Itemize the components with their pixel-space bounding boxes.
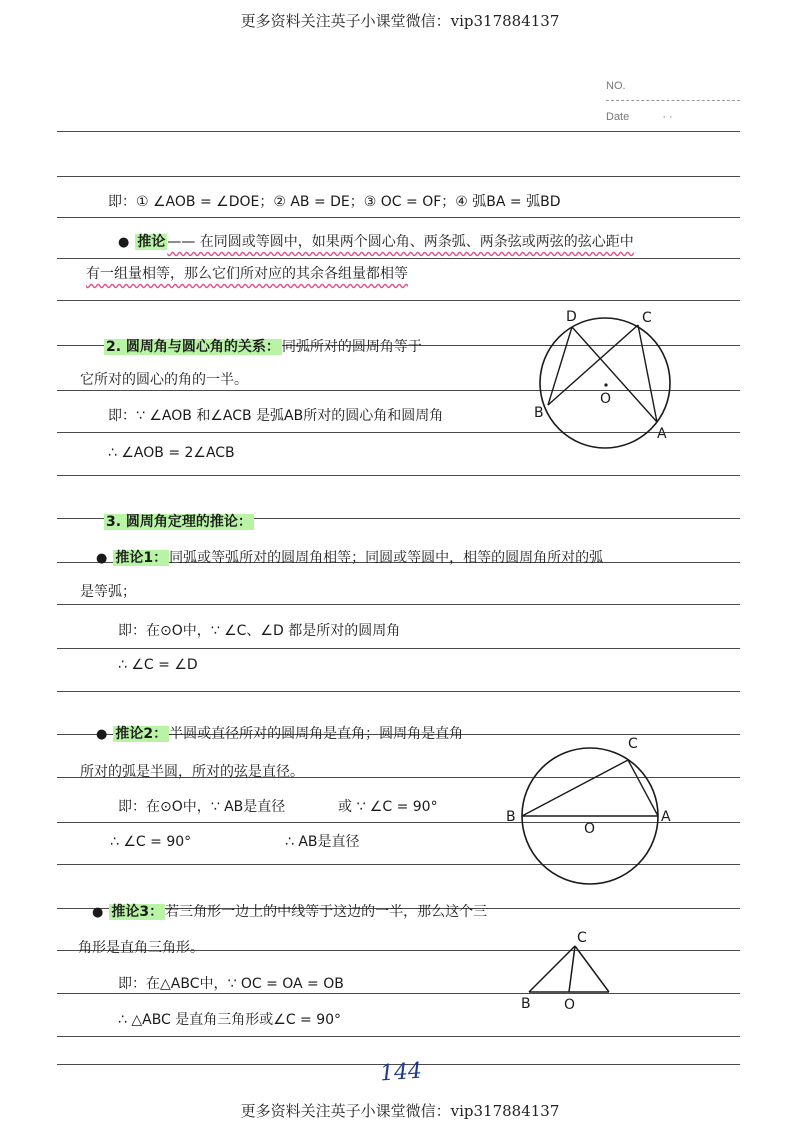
corollary-2-conclusion-b: ∴ AB是直径 [285, 834, 360, 850]
ruled-line [57, 300, 740, 301]
label-C: C [577, 930, 587, 946]
bullet-icon: ● [96, 727, 108, 742]
corollary-continuation: 有一组量相等，那么它们所对应的其余各组量都相等 [86, 266, 408, 282]
date-label: Date · · [606, 111, 673, 123]
label-B: B [506, 809, 516, 825]
label-C: C [628, 736, 638, 752]
section-3-heading: 3. 圆周角定理的推论： [106, 514, 252, 530]
chord-BC [522, 760, 628, 816]
label-B: B [534, 405, 544, 421]
chord-CB [548, 325, 638, 405]
ruled-line [57, 217, 740, 218]
ruled-line [57, 1036, 740, 1037]
median-CO [569, 946, 575, 992]
triangle-figure [515, 928, 625, 1013]
label-O: O [584, 821, 596, 837]
chord-DB [548, 327, 572, 405]
no-label: NO. [606, 80, 626, 92]
corollary-3-proof: 即：在△ABC中，∵ OC = OA = OB [118, 976, 344, 992]
section-2-proof: 即：∵ ∠AOB 和∠ACB 是弧AB所对的圆心角和圆周角 [108, 408, 444, 424]
corollary-2-proof-a: 即：在⊙O中，∵ AB是直径 [118, 799, 286, 815]
ruled-line [57, 604, 740, 605]
bullet-icon: ● [118, 235, 130, 250]
label-C: C [642, 310, 652, 326]
equality-list: 即：① ∠AOB = ∠DOE；② AB = DE；③ OC = OF；④ 弧BA = 弧BD [108, 194, 561, 210]
center-point [604, 383, 607, 386]
corollary-2-continuation: 所对的弧是半圆，所对的弦是直径。 [80, 764, 304, 780]
ruled-line [57, 648, 740, 649]
ruled-line [57, 258, 740, 259]
ruled-line [57, 475, 740, 476]
section-2-heading: 2. 圆周角与圆心角的关系： 同弧所对的圆周角等于 [106, 339, 422, 355]
label-D: D [566, 309, 577, 325]
corollary-3: ● 推论3： 若三角形一边上的中线等于这边的一半，那么这个三 [92, 904, 488, 920]
bullet-icon: ● [96, 551, 108, 566]
ruled-line [57, 691, 740, 692]
corollary-3-conclusion: ∴ △ABC 是直角三角形或∠C = 90° [118, 1012, 342, 1028]
circle-outline [540, 318, 670, 448]
circle-figure-2 [500, 732, 685, 897]
section-2-continuation: 它所对的圆心的角的一半。 [80, 372, 248, 388]
top-banner: 更多资料关注英子小课堂微信：vip317884137 [240, 12, 560, 30]
chord-DA [572, 327, 657, 422]
label-O: O [564, 997, 576, 1013]
circle-figure-1 [530, 305, 690, 465]
bullet-icon: ● [92, 905, 104, 920]
chord-CA [628, 760, 658, 816]
label-B: B [521, 996, 531, 1012]
corollary-3-continuation: 角形是直角三角形。 [78, 940, 204, 956]
label-A: A [661, 809, 671, 825]
corollary-2-proof-b: 或 ∵ ∠C = 90° [338, 799, 438, 815]
corollary-heading: ● 推论 —— 在同圆或等圆中，如果两个圆心角、两条弧、两条弦或两弦的弦心距中 [118, 234, 634, 250]
corollary-2-conclusion-a: ∴ ∠C = 90° [110, 834, 192, 850]
ruled-line [57, 176, 740, 177]
bottom-banner: 更多资料关注英子小课堂微信：vip317884137 [240, 1102, 560, 1120]
ruled-line [57, 131, 740, 132]
corollary-1-continuation: 是等弧； [80, 584, 136, 600]
label-A: A [657, 426, 667, 442]
no-underline [606, 100, 740, 101]
section-2-conclusion: ∴ ∠AOB = 2∠ACB [108, 445, 235, 461]
label-O: O [600, 391, 612, 407]
corollary-2: ● 推论2： 半圆或直径所对的圆周角是直角；圆周角是直角 [96, 726, 464, 742]
side-CA [575, 946, 609, 992]
corollary-1: ● 推论1： 同弧或等弧所对的圆周角相等；同圆或等圆中，相等的圆周角所对的弧 [96, 550, 604, 566]
corollary-1-conclusion: ∴ ∠C = ∠D [118, 657, 198, 673]
corollary-1-proof: 即：在⊙O中，∵ ∠C、∠D 都是所对的圆周角 [118, 623, 401, 639]
page-number: 144 [379, 1058, 423, 1087]
side-BC [529, 946, 575, 992]
